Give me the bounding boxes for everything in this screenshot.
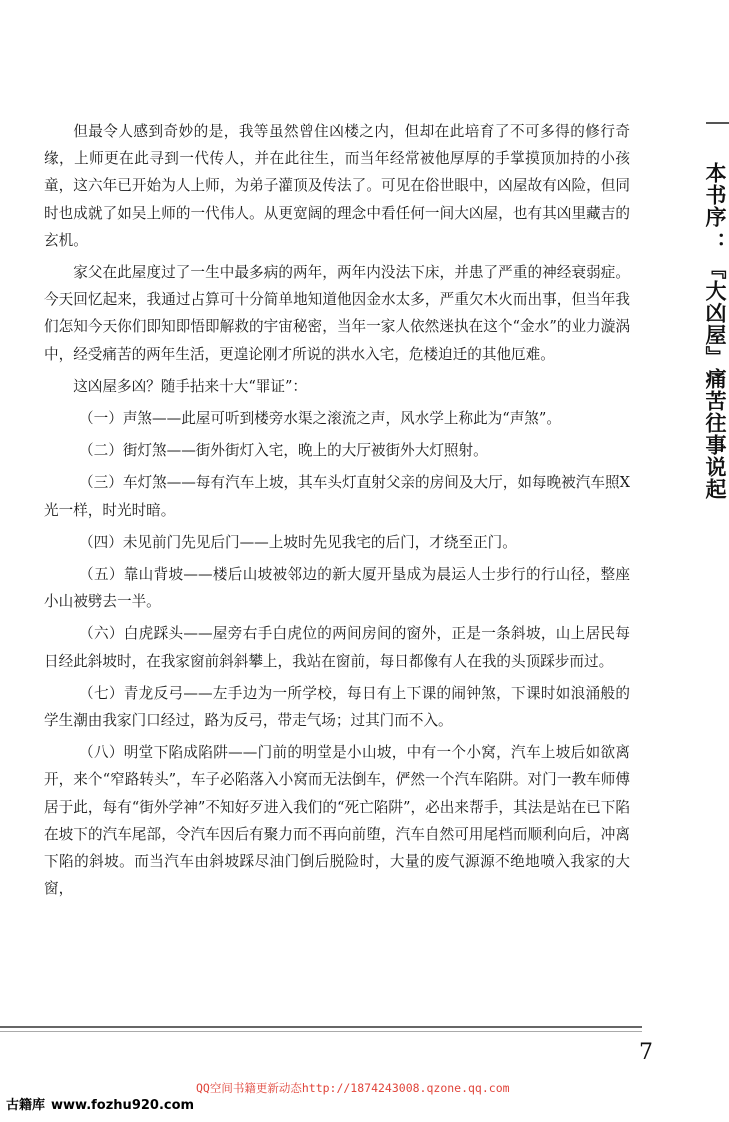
- list-item: （四）未见前门先见后门——上坡时先见我宅的后门，才绕至正门。: [79, 533, 517, 551]
- list-item: （三）车灯煞——每有汽车上坡，其车头灯直射父亲的房间及大厅，如每晚被汽车照X光一样，时光时暗。: [44, 474, 630, 519]
- list-item: （七）青龙反弓——左手边为一所学校，每日有上下课的闹钟煞，下课时如浪涌般的学生潮由我家门口经过，路为反弓，带走气场；过其门而不入。: [44, 684, 630, 730]
- running-header-name: 『大凶屋』痛苦往事说起: [703, 258, 727, 500]
- footer-notice-link[interactable]: QQ空间书籍更新动态http://1874243008.qzone.qq.com: [196, 1081, 510, 1095]
- running-header-prefix: 本书序: [703, 162, 727, 228]
- list-item: （五）靠山背坡——楼后山坡被邻边的新大厦开垦成为晨运人士步行的行山径，整座小山被劈去一半。: [44, 566, 630, 611]
- list-item: （八）明堂下陷成陷阱——门前的明堂是小山坡，中有一个小窝，汽车上坡后如欲离开，来个“窄路转头”，车子必陷落入小窝而无法倒车，俨然一个汽车陷阱。对门一教车师傅居于此，每有“街外学神”不知好歹进入我们的“死亡陷阱”，必出来帮手，其法是站在已下陷在坡下的汽车尾部，令汽车因后有聚力而不再向前堕，汽车自然可用尾档而顺利向后，冲离下陷的斜坡。而当汽车由斜坡踩尽油门倒后脱险时，大量的废气源源不绝地喷入我家的大窗，: [44, 744, 630, 898]
- paragraph: 但最令人感到奇妙的是，我等虽然曾住凶楼之内，但却在此培育了不可多得的修行奇缘，上师更在此寻到一代传人，并在此往生，而当年经常被他厚厚的手掌摸顶加持的小孩童，这六年已开始为人上师，为弟子灌顶及传法了。可见在俗世眼中，凶屋故有凶险，但同时也成就了如吴上师的一代伟人。从更宽阔的理念中看任何一间大凶屋，也有其凶里藏吉的玄机。: [44, 123, 630, 249]
- footer-watermark: [6, 1094, 194, 1113]
- paragraph: 家父在此屋度过了一生中最多病的两年，两年内没法下床，并患了严重的神经衰弱症。今天回忆起来，我通过占算可十分简单地知道他因金水太多，严重欠木火而出事，但当年我们怎知今天你们即知即悟即解救的宇宙秘密，当年一家人依然迷执在这个“金水”的业力漩涡中，经受痛苦的两年生活，更遑论刚才所说的洪水入宅，危楼迫迁的其他厄难。: [44, 264, 630, 363]
- side-rule-divider: [706, 122, 729, 124]
- bottom-rule-divider: [0, 1026, 642, 1028]
- list-item: （二）街灯煞——街外街灯入宅，晚上的大厅被街外大灯照射。: [79, 442, 488, 460]
- list-item: （六）白虎踩头——屋旁右手白虎位的两间房间的窗外，正是一条斜坡，山上居民每日经此斜坡时，在我家窗前斜斜攀上，我站在窗前，每日都像有人在我的头顶踩步而过。: [44, 625, 630, 670]
- page-number: 7: [639, 1040, 653, 1065]
- running-header-separator: ：: [703, 232, 727, 254]
- running-header-vertical: [700, 162, 729, 500]
- bottom-rule-divider-thin: [0, 1031, 642, 1032]
- list-item: （一）声煞——此屋可听到楼旁水渠之滚流之声，风水学上称此为“声煞”。: [79, 410, 561, 428]
- watermark-logo-text: 古籍库: [6, 1098, 46, 1113]
- body-text: [44, 118, 630, 907]
- paragraph: 这凶屋多凶？随手拈来十大“罪证”：: [73, 377, 308, 395]
- watermark-site-url[interactable]: www.fozhu920.com: [51, 1098, 195, 1113]
